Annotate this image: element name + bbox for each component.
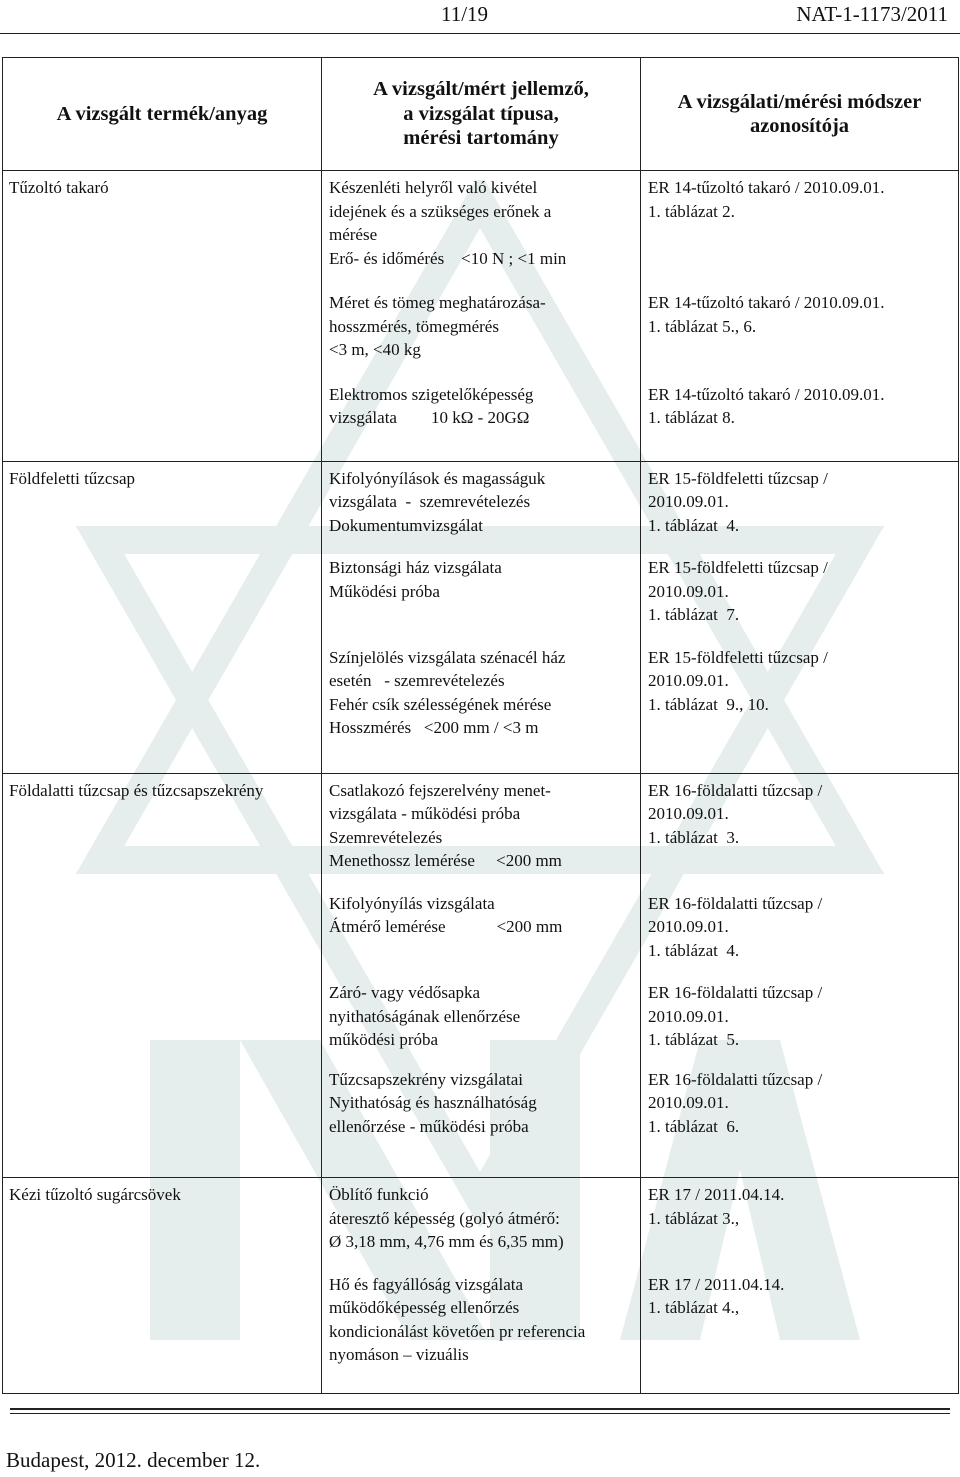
method-block-line: ER 15-földfeletti tűzcsap / (648, 558, 828, 578)
method-block-line: 1. táblázat 6. (648, 1116, 740, 1136)
method-block-line: 1. táblázat 8. (648, 408, 735, 427)
product-name: Kézi tűzoltó sugárcsövek (9, 1185, 181, 1205)
characteristic-block-line: működőképesség ellenőrzés (329, 1298, 520, 1318)
method-block (641, 641, 958, 751)
accreditation-table (2, 57, 959, 1394)
document-id: NAT-1-1173/2011 (796, 2, 948, 26)
characteristic-block-line: Színjelölés vizsgálata szénacél ház (329, 647, 566, 667)
method-block-line: 1. táblázat 3., (648, 1208, 740, 1228)
characteristic-block-line: <3 m, <40 kg (329, 340, 421, 359)
method-block-line: 1. táblázat 5., 6. (648, 316, 757, 336)
characteristic-block (322, 887, 640, 977)
footer-rule-thin (10, 1413, 950, 1414)
characteristic-block-line: nyithatóságának ellenőrzése (329, 1006, 521, 1026)
characteristic-block-line: Szemrevételezés (329, 827, 443, 847)
characteristic-block-line: Dokumentumvizsgálat (329, 515, 483, 535)
method-block-line: ER 15-földfeletti tűzcsap / (648, 468, 828, 488)
method-block (641, 1178, 958, 1268)
characteristic-block-line: Öblítő funkció (329, 1185, 429, 1205)
method-block-line: ER 14-tűzoltó takaró / 2010.09.01. (648, 178, 885, 197)
method-block (641, 1268, 958, 1378)
characteristic-cell (322, 461, 641, 773)
characteristic-block (322, 1063, 640, 1150)
product-cell (3, 773, 322, 1178)
characteristic-cell (322, 1178, 641, 1394)
characteristic-block-line: Záró- vagy védősapka (329, 983, 481, 1003)
characteristic-block-line: Tűzcsapszekrény vizsgálatai (329, 1069, 523, 1089)
characteristic-block-line: esetén - szemrevételezés (329, 671, 505, 691)
method-block-line: 2010.09.01. (648, 804, 729, 824)
characteristic-block-line: Hosszmérés <200 mm / <3 m (329, 718, 539, 738)
footer-rule-thick (10, 1408, 950, 1410)
characteristic-block-line: Csatlakozó fejszerelvény menet- (329, 780, 551, 800)
product-cell (3, 171, 322, 462)
product-name: Tűzoltó takaró (9, 178, 109, 197)
method-block-line: 2010.09.01. (648, 917, 729, 937)
characteristic-block-line: Nyithatóság és használhatóság (329, 1093, 537, 1113)
method-block-line: ER 16-földalatti tűzcsap / (648, 983, 823, 1003)
method-block-line: 2010.09.01. (648, 492, 729, 512)
characteristic-cell (322, 171, 641, 462)
method-block (641, 378, 958, 441)
method-block-line: 1. táblázat 4. (648, 515, 740, 535)
method-cell (641, 1178, 959, 1394)
method-block (641, 976, 958, 1063)
header-rule (0, 33, 960, 34)
characteristic-block-line: vizsgálata - szemrevételezés (329, 492, 531, 512)
characteristic-block-line: nyomáson – vizuális (329, 1345, 469, 1365)
table-row (3, 171, 959, 462)
characteristic-block-line: Kifolyónyílások és magasságuk (329, 468, 546, 488)
characteristic-block-line: Biztonsági ház vizsgálata (329, 558, 502, 578)
characteristic-block (322, 378, 640, 441)
method-block (641, 462, 958, 552)
characteristic-block-line: Menethossz lemérése <200 mm (329, 851, 562, 871)
method-block-line: 2010.09.01. (648, 1006, 729, 1026)
characteristic-block (322, 171, 640, 286)
characteristic-block-line: Hő és fagyállóság vizsgálata (329, 1274, 524, 1294)
characteristic-block (322, 286, 640, 378)
method-block-line: 1. táblázat 5. (648, 1030, 740, 1050)
page-number: 11/19 (441, 2, 489, 26)
characteristic-block-line: Erő- és időmérés <10 N ; <1 min (329, 248, 567, 268)
method-block-line: ER 15-földfeletti tűzcsap / (648, 647, 828, 667)
method-block-line: 1. táblázat 4., (648, 1298, 740, 1318)
method-block (641, 551, 958, 641)
table-row (3, 773, 959, 1178)
characteristic-block (322, 774, 640, 887)
characteristic-block-line: Működési próba (329, 581, 440, 601)
characteristic-block-line: Méret és tömeg meghatározása- (329, 293, 546, 312)
product-cell (3, 461, 322, 773)
table-row (3, 1178, 959, 1394)
method-block-line: 2010.09.01. (648, 671, 729, 691)
characteristic-block-line: hosszmérés, tömegmérés (329, 316, 499, 336)
characteristic-block (322, 1268, 640, 1378)
method-block (641, 1063, 958, 1150)
characteristic-block-line: vizsgálata 10 kΩ - 20GΩ (329, 408, 530, 427)
characteristic-block-line: idejének és a szükséges erőnek a (329, 201, 552, 221)
method-block (641, 286, 958, 378)
characteristic-block-line: Átmérő lemérése <200 mm (329, 917, 563, 937)
characteristic-block-line: áteresztő képesség (golyó átmérő: (329, 1208, 560, 1228)
method-block-line: ER 17 / 2011.04.14. (648, 1185, 785, 1205)
product-name: Földalatti tűzcsap és tűzcsapszekrény (9, 780, 264, 800)
method-block (641, 171, 958, 286)
method-block-line: ER 14-tűzoltó takaró / 2010.09.01. (648, 293, 885, 312)
characteristic-block-line: Fehér csík szélességének mérése (329, 694, 552, 714)
characteristic-block (322, 551, 640, 641)
method-block-line: 1. táblázat 3. (648, 827, 740, 847)
characteristic-block-line: Elektromos szigetelőképesség (329, 384, 534, 404)
characteristic-block (322, 1178, 640, 1268)
characteristic-block-line: mérése (329, 225, 378, 244)
method-block-line: 2010.09.01. (648, 1093, 729, 1113)
method-block-line: ER 16-földalatti tűzcsap / (648, 893, 823, 913)
characteristic-block (322, 976, 640, 1063)
characteristic-block-line: kondicionálást követően pr referencia (329, 1321, 586, 1341)
method-block-line: 2010.09.01. (648, 581, 729, 601)
method-cell (641, 171, 959, 462)
method-block-line: ER 16-földalatti tűzcsap / (648, 780, 823, 800)
characteristic-block-line: Ø 3,18 mm, 4,76 mm és 6,35 mm) (329, 1232, 564, 1252)
col-header-product: A vizsgált termék/anyag (3, 58, 322, 171)
characteristic-block-line: vizsgálata - működési próba (329, 804, 521, 824)
characteristic-cell (322, 773, 641, 1178)
characteristic-block-line: működési próba (329, 1030, 439, 1050)
method-block-line: ER 16-földalatti tűzcsap / (648, 1069, 823, 1089)
characteristic-block (322, 641, 640, 751)
method-block-line: ER 17 / 2011.04.14. (648, 1274, 785, 1294)
method-block (641, 887, 958, 977)
characteristic-block (322, 462, 640, 552)
method-block-line: 1. táblázat 2. (648, 201, 735, 221)
table-row (3, 461, 959, 773)
product-cell (3, 1178, 322, 1394)
col-header-method: A vizsgálati/mérési módszer azonosítója (641, 58, 959, 171)
table-header-row (3, 58, 959, 171)
characteristic-block-line: ellenőrzése - működési próba (329, 1116, 529, 1136)
method-block (641, 774, 958, 887)
place-and-date: Budapest, 2012. december 12. (6, 1448, 261, 1472)
characteristic-block-line: Készenléti helyről való kivétel (329, 178, 538, 197)
characteristic-block-line: Kifolyónyílás vizsgálata (329, 893, 495, 913)
method-block-line: 1. táblázat 4. (648, 940, 740, 960)
col-header-characteristic: A vizsgált/mért jellemző, a vizsgálat típusa, mérési tartomány (322, 58, 641, 171)
method-block-line: ER 14-tűzoltó takaró / 2010.09.01. (648, 384, 885, 404)
method-block-line: 1. táblázat 9., 10. (648, 694, 769, 714)
method-cell (641, 773, 959, 1178)
method-cell (641, 461, 959, 773)
method-block-line: 1. táblázat 7. (648, 605, 740, 625)
product-name: Földfeletti tűzcsap (9, 468, 136, 488)
